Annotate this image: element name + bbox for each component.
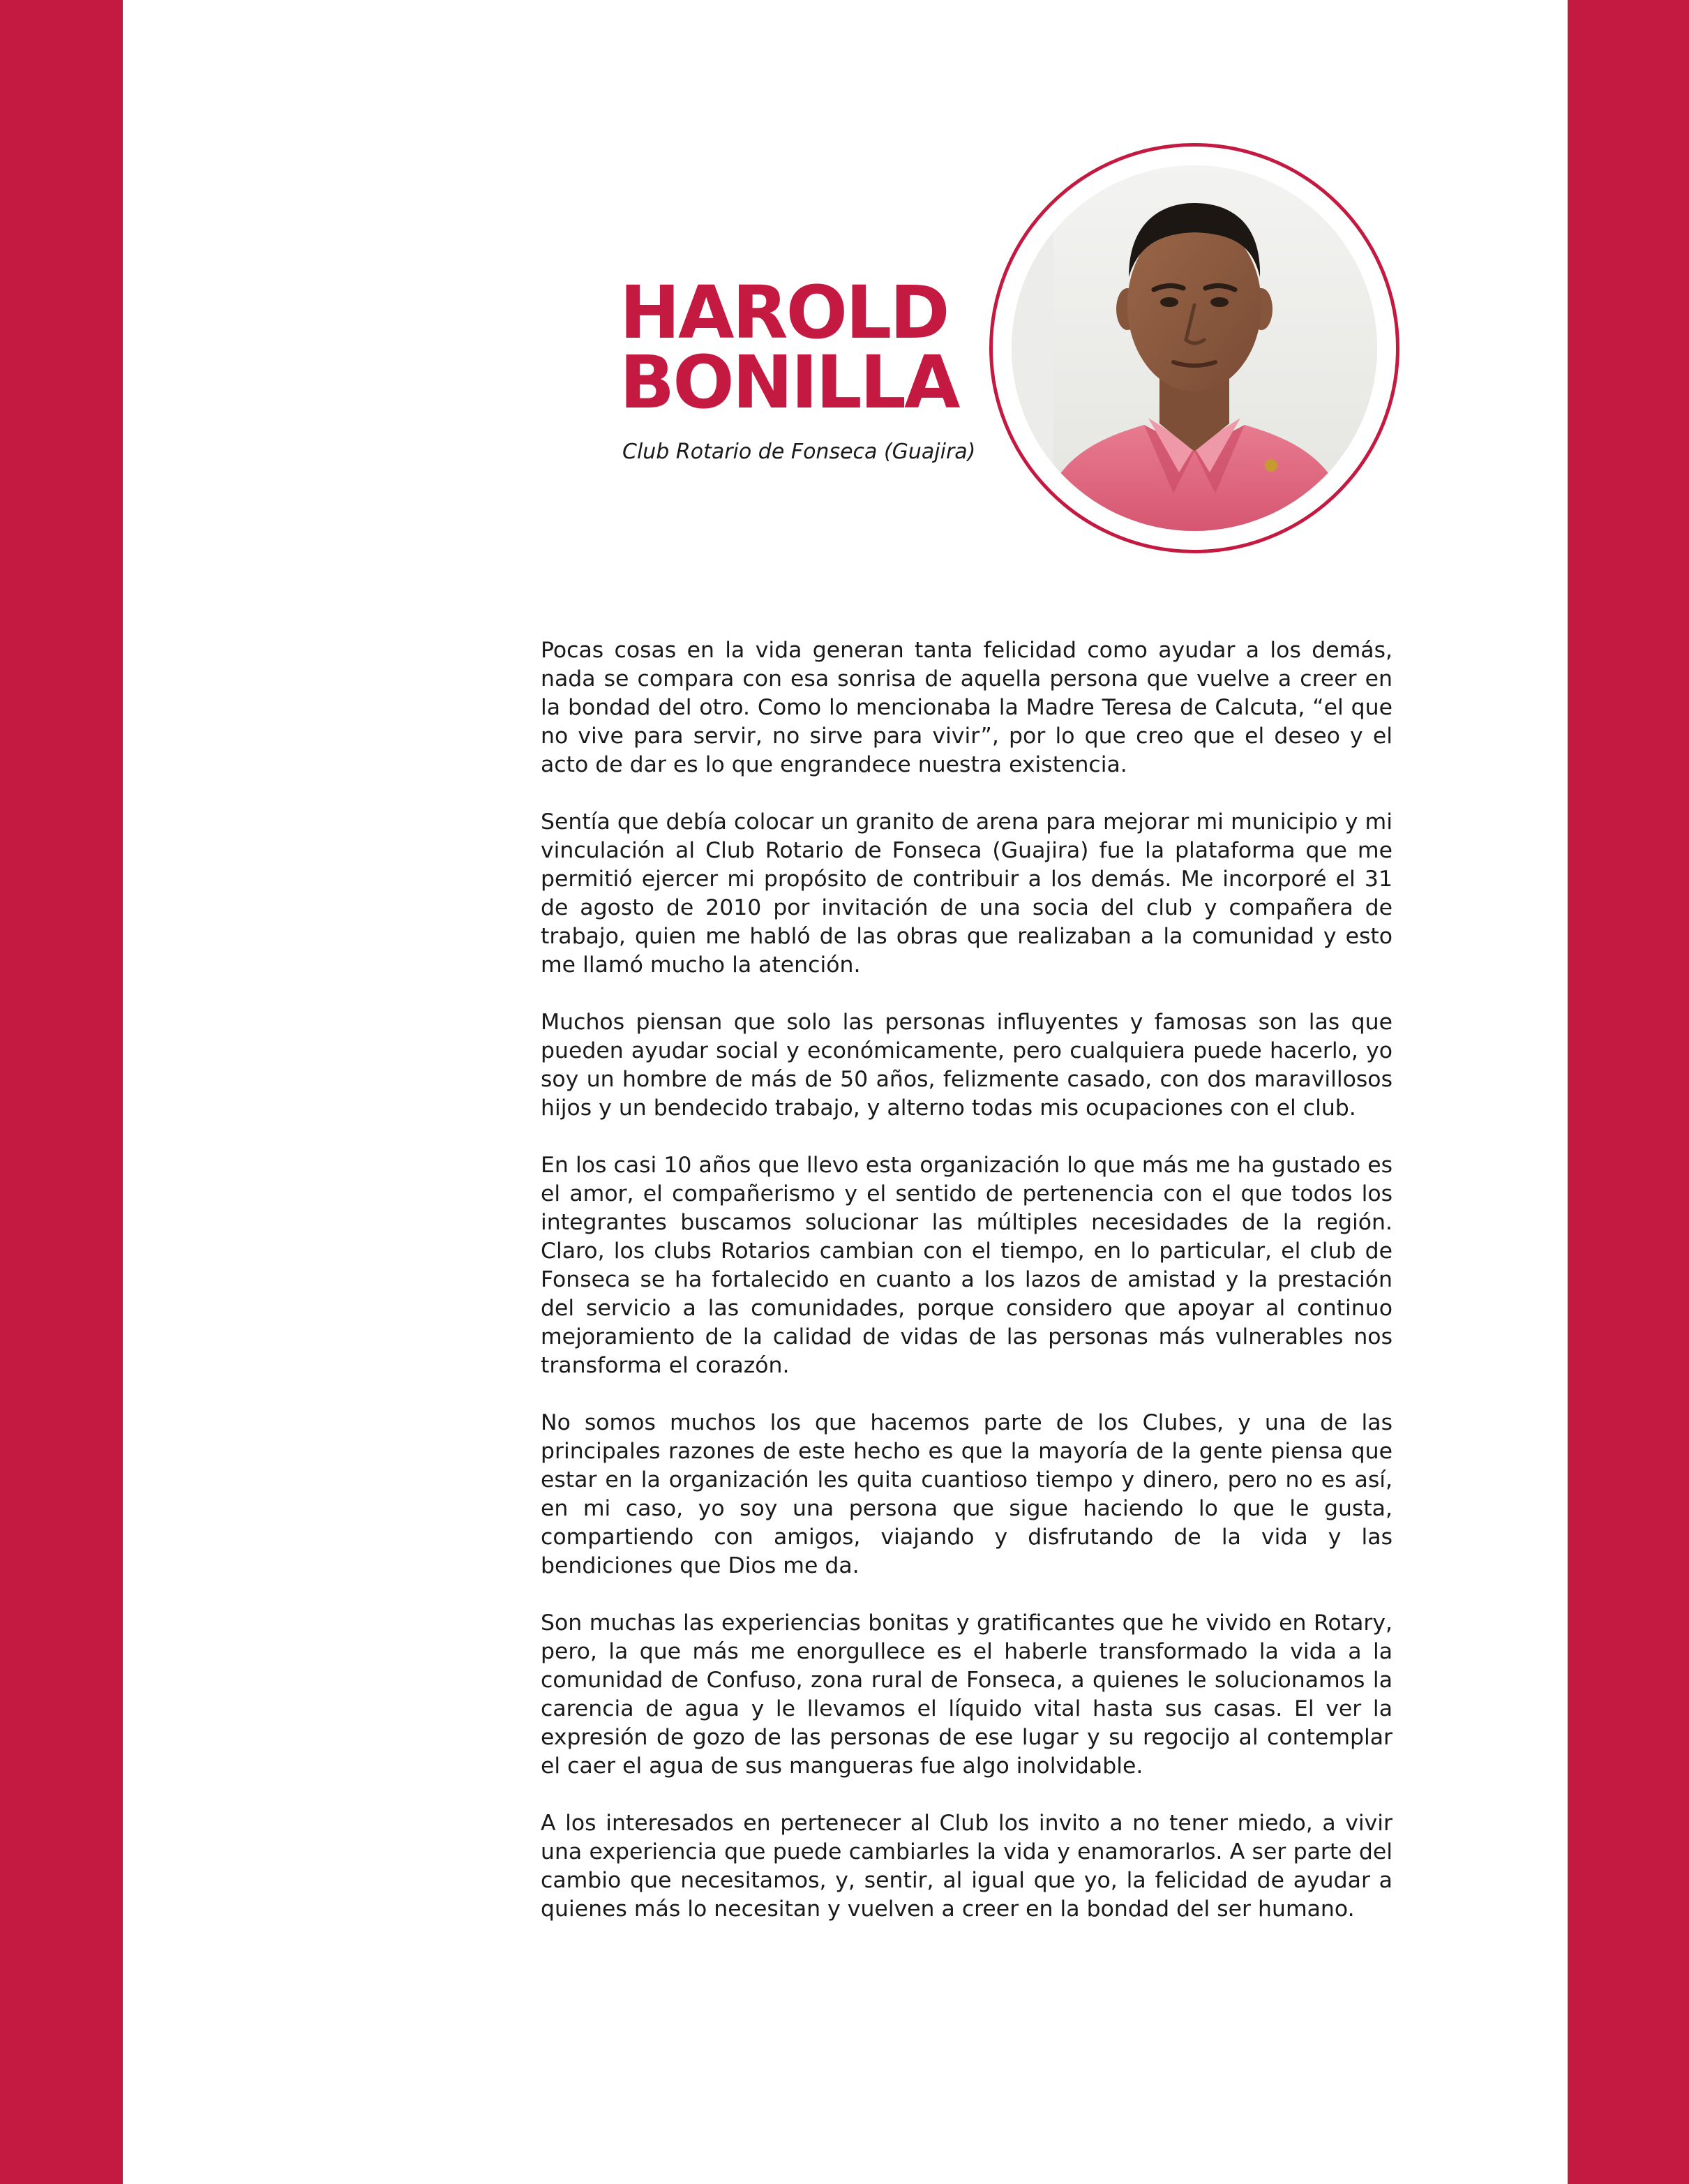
portrait-frame [989,143,1399,553]
paragraph-4: En los casi 10 años que llevo esta organización lo que más me ha gustado es el amor, el compañerismo y el sentido de pertenencia con el que todos los integrantes buscamos solucionar las múltiples necesidades de la región. Claro, los clubs Rotarios cambian con el tiempo, en lo particular, el club de Fonseca se ha fortalecido en cuanto a los lazos de amistad y la prestación del servicio a las comunidades, porque considero que apoyar al continuo mejoramiento de la calidad de vidas de las personas más vulnerables nos transforma el corazón. [541,1153,1393,1378]
portrait-photo [1012,165,1377,531]
paragraph-2: Sentía que debía colocar un granito de arena para mejorar mi municipio y mi vinculación al Club Rotario de Fonseca (Guajira) fue la plataforma que me permitió ejercer mi propósito de contribuir a los demás. Me incorporé el 31 de agosto de 2010 por invitación de una socia del club y compañera de trabajo, quien me habló de las obras que realizaban a la comunidad y esto me llamó mucho la atención. [541,809,1393,978]
paragraph-1: Pocas cosas en la vida generan tanta felicidad como ayudar a los demás, nada se compara con esa sonrisa de aquella persona que vuelve a creer en la bondad del otro. Como lo mencionaba la Madre Teresa de Calcuta, “el que no vive para servir, no sirve para vivir”, por lo que creo que el deseo y el acto de dar es lo que engrandece nuestra existencia. [541,638,1393,777]
page [123,0,1568,2184]
paragraph-6: Son muchas las experiencias bonitas y gratificantes que he vivido en Rotary, pero, la que más me enorgullece es el haberle transformado la vida a la comunidad de Confuso, zona rural de Fonseca, a quienes le solucionamos la carencia de agua y le llevamos el líquido vital hasta sus casas. El ver la expresión de gozo de las personas de ese lugar y su regocijo al contemplar el caer el agua de sus mangueras fue algo inolvidable. [541,1610,1393,1779]
first-name: HAROLD [620,270,948,355]
paragraph-5: No somos muchos los que hacemos parte de los Clubes, y una de las principales razones de este hecho es que la mayoría de la gente piensa que estar en la organización les quita cuantioso tiempo y dinero, pero no es así, en mi caso, yo soy una persona que sigue haciendo lo que le gusta, compartiendo con amigos, viajando y disfrutando de la vida y las bendiciones que Dios me da. [541,1410,1393,1578]
paragraph-7: A los interesados en pertenecer al Club los invito a no tener miedo, a vivir una experiencia que puede cambiarles la vida y enamorarlos. A ser parte del cambio que necesitamos, y, sentir, al igual que yo, la felicidad de ayudar a quienes más lo necesitan y vuelven a creer en la bondad del ser humano. [541,1811,1393,1922]
paragraph-3: Muchos piensan que solo las personas influyentes y famosas son las que pueden ayudar social y económicamente, pero cualquiera puede hacerlo, yo soy un hombre de más de 50 años, felizmente casado, con dos maravillosos hijos y un bendecido trabajo, y alterno todas mis ocupaciones con el club. [541,1010,1393,1121]
profile-name [620,270,959,425]
testimonial-body [541,636,1393,1952]
right-red-band [1568,0,1689,2184]
left-red-band [0,0,123,2184]
club-affiliation: Club Rotario de Fonseca (Guajira) [622,440,976,464]
portrait-illustration [1012,165,1377,531]
last-name: BONILLA [620,340,959,425]
